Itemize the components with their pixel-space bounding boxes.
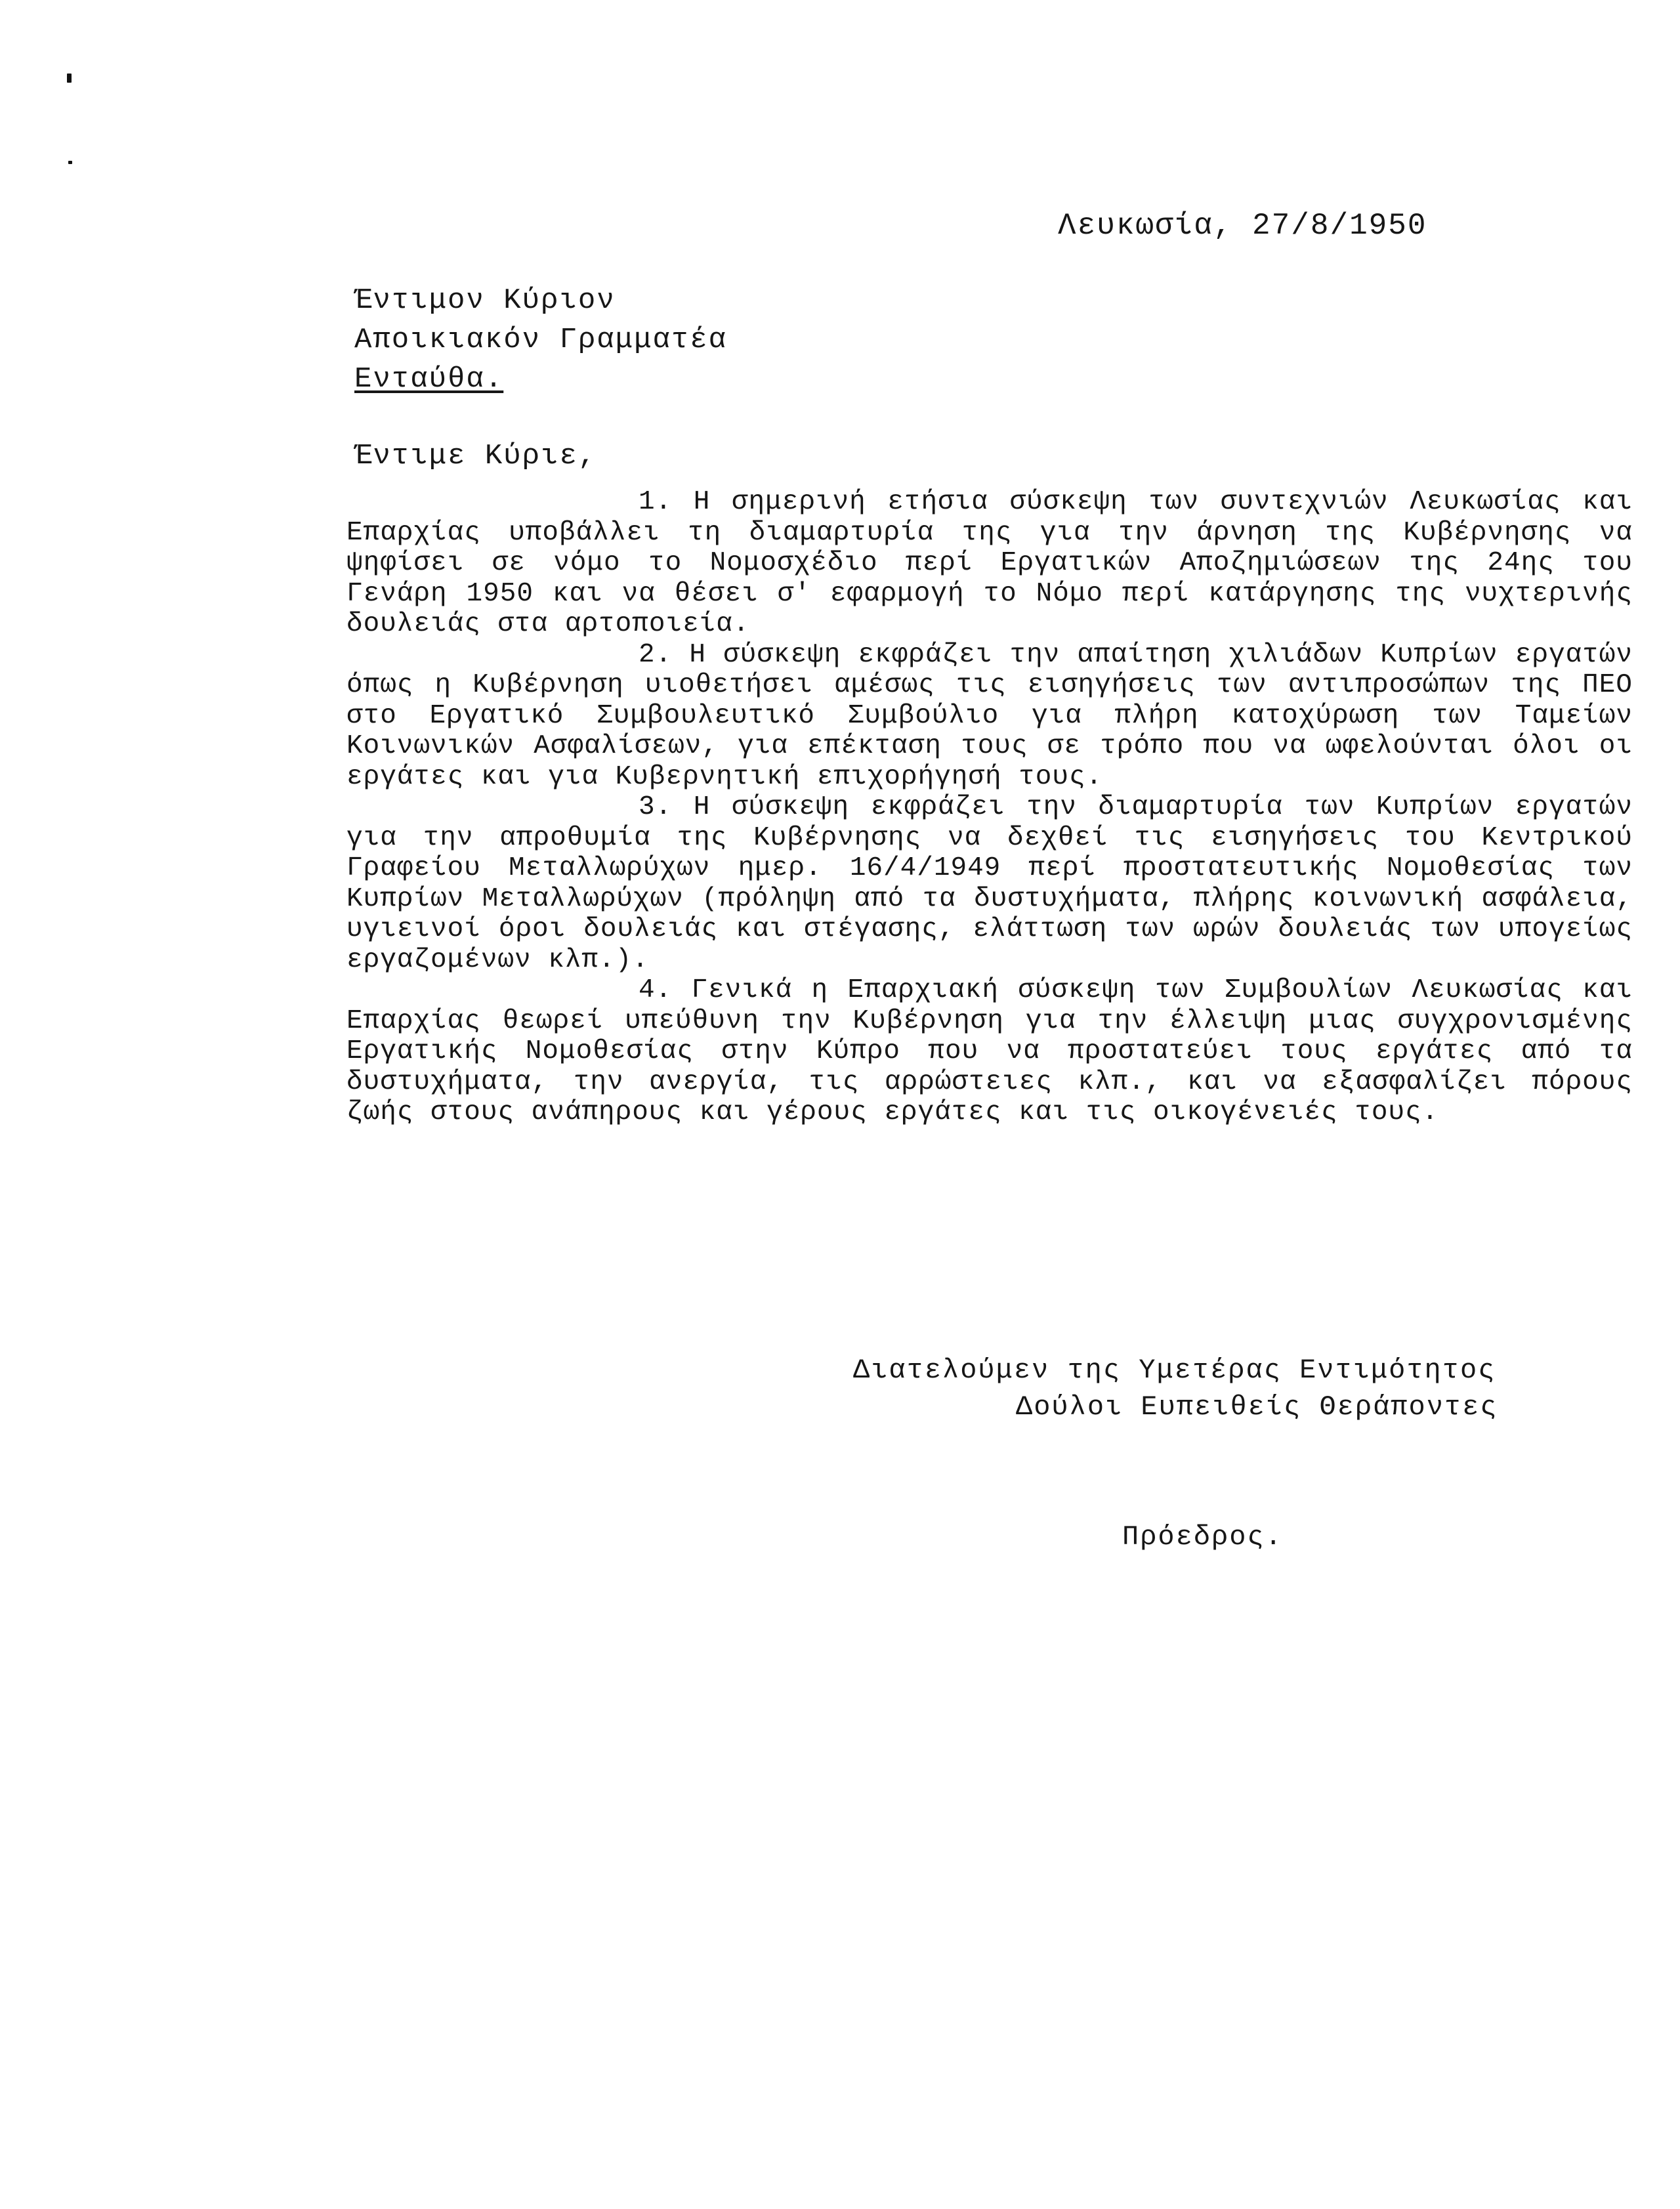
letter-date: Λευκωσία, 27/8/1950 <box>1058 209 1427 243</box>
scan-speck <box>68 161 72 164</box>
paragraph-3: 3. Η σύσκεψη εκφράζει την διαμαρτυρία των Κυπρίων εργατών για την απροθυμία της Κυβέρνησης να δεχθεί τις εισηγήσεις του Κεντρικού Γραφείου Μεταλλωρύχων ημερ. 16/4/1949 περί προστατευτικής Νομοθεσίας των Κυπρίων Μεταλλωρύχων (πρόληψη από τα δυστυχήματα, πλήρης κοινωνική ασφάλεια, υγιεινοί όροι δουλειάς και στέγασης, ελάττωση των ωρών δουλειάς των υπογείως εργαζομένων κλπ.). <box>346 792 1633 975</box>
recipient-address <box>354 281 727 399</box>
paragraph-1: 1. Η σημερινή ετήσια σύσκεψη των συντεχνιών Λευκωσίας και Επαρχίας υποβάλλει τη διαμαρτυρία της για την άρνηση της Κυβέρνησης να ψηφίσει σε νόμο το Νομοσχέδιο περί Εργατικών Αποζημιώσεων της 24ης του Γενάρη 1950 και να θέσει σ' εφαρμογή το Νόμο περί κατάργησης της νυχτερινής δουλειάς στα αρτοποιεία. <box>346 487 1633 639</box>
signature-title: Πρόεδρος. <box>1122 1521 1283 1553</box>
scan-speck <box>67 74 72 83</box>
closing-line-1: Διατελούμεν της Υμετέρας Εντιμότητος <box>853 1355 1496 1386</box>
closing-block <box>853 1352 1498 1425</box>
recipient-line-3: Ενταύθα. <box>354 363 504 396</box>
recipient-line-2: Αποικιακόν Γραμματέα <box>354 324 728 356</box>
recipient-line-1: Έντιμον Κύριον <box>354 284 616 317</box>
paragraph-4: 4. Γενικά η Επαρχιακή σύσκεψη των Συμβουλίων Λευκωσίας και Επαρχίας θεωρεί υπεύθυνη την Κυβέρνηση για την έλλειψη μιας συγχρονισμένης Εργατικής Νομοθεσίας στην Κύπρο που να προστατεύει τους εργάτες από τα δυστυχήματα, την ανεργία, τις αρρώστειες κλπ., και να εξασφαλίζει πόρους ζωής στους ανάπηρους και γέρους εργάτες και τις οικογένειές τους. <box>346 975 1633 1127</box>
paragraph-2: 2. Η σύσκεψη εκφράζει την απαίτηση χιλιάδων Κυπρίων εργατών όπως η Κυβέρνηση υιοθετήσει αμέσως τις εισηγήσεις των αντιπροσώπων της ΠΕΟ στο Εργατικό Συμβουλευτικό Συμβούλιο για πλήρη κατοχύρωση των Ταμείων Κοινωνικών Ασφαλίσεων, για επέκταση τους σε τρόπο που να ωφελούνται όλοι οι εργάτες και για Κυβερνητική επιχορήγησή τους. <box>346 639 1633 792</box>
salutation: Έντιμε Κύριε, <box>354 440 597 473</box>
letter-body <box>346 487 1633 1128</box>
closing-line-2: Δούλοι Ευπειθείς Θεράποντες <box>1016 1391 1498 1423</box>
